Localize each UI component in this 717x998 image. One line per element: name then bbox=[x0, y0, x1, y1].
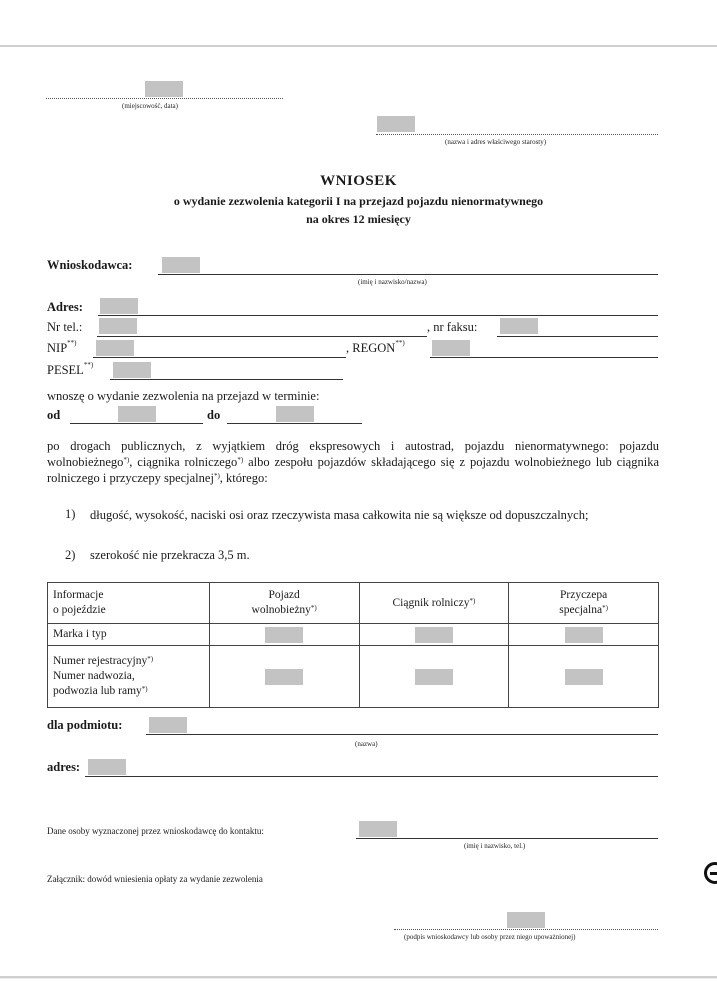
note-mark: *) bbox=[469, 596, 476, 605]
note-mark: *) bbox=[310, 604, 317, 612]
pesel-field[interactable] bbox=[113, 362, 151, 378]
contact-line bbox=[356, 838, 658, 839]
contact-hint: (imię i nazwisko, tel.) bbox=[464, 842, 526, 850]
nip-text: NIP bbox=[47, 341, 68, 355]
header-text: Ciągnik rolniczy bbox=[392, 596, 470, 609]
nip-line bbox=[93, 357, 346, 358]
row-label-text: Numer rejestracyjny bbox=[53, 655, 148, 667]
row-label: Marka i typ bbox=[48, 624, 210, 646]
from-label: od bbox=[47, 408, 61, 422]
contact-label: Dane osoby wyznaczonej przez wnioskodawcę do kontaktu: bbox=[47, 826, 264, 836]
entity-line bbox=[146, 734, 658, 735]
regon-line bbox=[430, 357, 658, 358]
row-label bbox=[48, 646, 210, 708]
list-item-1-text: długość, wysokość, naciski osi oraz rzeczywista masa całkowita nie są większe od dopuszczalnych; bbox=[90, 508, 589, 522]
para-part-c: albo zespołu pojazdów składającego się z pojazdu wolnobieżnego lub ciągnika rolniczego i przyczepy specjalnej bbox=[47, 455, 660, 485]
applicant-label: Wnioskodawca: bbox=[47, 258, 133, 272]
table-header-row bbox=[48, 583, 659, 624]
entity-name-field[interactable] bbox=[149, 717, 187, 733]
address-field[interactable] bbox=[100, 298, 138, 314]
list-item-2-text: szerokość nie przekracza 3,5 m. bbox=[90, 548, 250, 562]
address-line bbox=[98, 315, 658, 316]
signature-line bbox=[394, 929, 658, 930]
table-cell bbox=[359, 646, 509, 708]
place-date-line bbox=[46, 98, 283, 99]
starosta-hint: (nazwa i adres właściwego starosty) bbox=[445, 138, 547, 146]
header-text: Informacje bbox=[53, 589, 104, 601]
nip-field[interactable] bbox=[96, 340, 134, 356]
row-label-text: Numer nadwozia, bbox=[53, 670, 135, 682]
page-title: WNIOSEK bbox=[320, 173, 397, 189]
applicant-field[interactable] bbox=[162, 257, 200, 273]
address-label: Adres: bbox=[47, 300, 83, 314]
fax-label: , nr faksu: bbox=[427, 320, 478, 334]
table-row bbox=[48, 624, 659, 646]
header-text: specjalna bbox=[559, 604, 603, 616]
note-mark: *) bbox=[602, 604, 608, 612]
table-header-cell bbox=[48, 583, 210, 624]
fax-line bbox=[497, 336, 658, 337]
table-cell bbox=[509, 646, 659, 708]
para-part-a: po drogach publicznych, z wyjątkiem dróg ekspresowych i autostrad, pojazdu nienormatywnego: pojazdu wolnobieżnego bbox=[47, 439, 659, 469]
header-text: o pojeździe bbox=[53, 604, 106, 616]
phone-line bbox=[97, 336, 427, 337]
vehicle-info-table bbox=[47, 582, 659, 708]
page-top-border bbox=[0, 45, 717, 47]
from-date-field[interactable] bbox=[118, 406, 156, 422]
table-cell bbox=[209, 646, 359, 708]
para-part-b: , ciągnika rolniczego bbox=[129, 455, 238, 469]
table-header-cell bbox=[509, 583, 659, 624]
phone-field[interactable] bbox=[99, 318, 137, 334]
starosta-line bbox=[376, 134, 658, 135]
to-label: do bbox=[207, 408, 221, 422]
header-text: Przyczepa bbox=[560, 589, 608, 601]
header-text: wolnobieżny bbox=[251, 604, 311, 616]
regon-label bbox=[346, 341, 405, 356]
signature-hint: (podpis wnioskodawcy lub osoby przez niego upoważnionej) bbox=[404, 933, 576, 941]
pesel-note: **) bbox=[83, 361, 94, 369]
registration-field-self-propelled[interactable] bbox=[265, 669, 303, 685]
applicant-hint: (imię i nazwisko/nazwa) bbox=[358, 278, 427, 286]
table-header-cell bbox=[209, 583, 359, 624]
contact-field[interactable] bbox=[359, 821, 397, 837]
para-part-d: , którego: bbox=[219, 471, 268, 485]
regon-note: **) bbox=[395, 339, 405, 347]
entity-hint: (nazwa) bbox=[355, 740, 378, 748]
entity-label: dla podmiotu: bbox=[47, 718, 123, 732]
list-item-2-number: 2) bbox=[65, 548, 76, 562]
body-paragraph bbox=[47, 438, 659, 486]
page-subtitle-1: o wydanie zezwolenia kategorii I na przejazd pojazdu nienormatywnego bbox=[173, 194, 544, 208]
to-date-field[interactable] bbox=[276, 406, 314, 422]
request-intro: wnoszę o wydanie zezwolenia na przejazd w terminie: bbox=[47, 389, 320, 403]
regon-text: , REGON bbox=[346, 341, 396, 355]
starosta-field[interactable] bbox=[377, 116, 415, 132]
note-mark: *) bbox=[123, 456, 130, 464]
zoom-out-icon[interactable] bbox=[704, 862, 717, 884]
pesel-label bbox=[47, 363, 93, 378]
note-mark: *) bbox=[237, 456, 244, 464]
from-line bbox=[70, 423, 203, 424]
applicant-line bbox=[158, 274, 658, 275]
page-bottom-shadow bbox=[0, 978, 717, 979]
table-row bbox=[48, 646, 659, 708]
phone-label: Nr tel.: bbox=[47, 320, 83, 334]
make-type-field-trailer[interactable] bbox=[565, 627, 603, 643]
note-mark: *) bbox=[213, 472, 220, 480]
fax-field[interactable] bbox=[500, 318, 538, 334]
regon-field[interactable] bbox=[432, 340, 470, 356]
entity-address-label: adres: bbox=[47, 760, 81, 774]
nip-note: **) bbox=[67, 339, 77, 347]
make-type-field-self-propelled[interactable] bbox=[265, 627, 303, 643]
place-date-field[interactable] bbox=[145, 81, 183, 97]
header-text: Pojazd bbox=[268, 589, 300, 601]
row-label-text: podwozia lub ramy bbox=[53, 685, 142, 697]
make-type-field-tractor[interactable] bbox=[415, 627, 453, 643]
table-cell bbox=[509, 624, 659, 646]
entity-address-field[interactable] bbox=[88, 759, 126, 775]
signature-field[interactable] bbox=[507, 912, 545, 928]
registration-field-trailer[interactable] bbox=[565, 669, 603, 685]
note-mark: *) bbox=[147, 655, 154, 663]
attachment-note: Załącznik: dowód wniesienia opłaty za wydanie zezwolenia bbox=[47, 874, 263, 884]
registration-field-tractor[interactable] bbox=[415, 669, 453, 685]
pesel-line bbox=[110, 379, 343, 380]
entity-address-line bbox=[85, 776, 658, 777]
pesel-text: PESEL bbox=[47, 363, 84, 377]
to-line bbox=[227, 423, 362, 424]
nip-label bbox=[47, 341, 77, 356]
list-item-1-number: 1) bbox=[65, 507, 76, 521]
note-mark: *) bbox=[141, 685, 148, 693]
table-cell bbox=[209, 624, 359, 646]
place-date-hint: (miejscowość, data) bbox=[122, 102, 178, 110]
table-cell bbox=[359, 624, 509, 646]
table-header-cell bbox=[359, 583, 509, 624]
page-subtitle-2: na okres 12 miesięcy bbox=[306, 212, 411, 226]
